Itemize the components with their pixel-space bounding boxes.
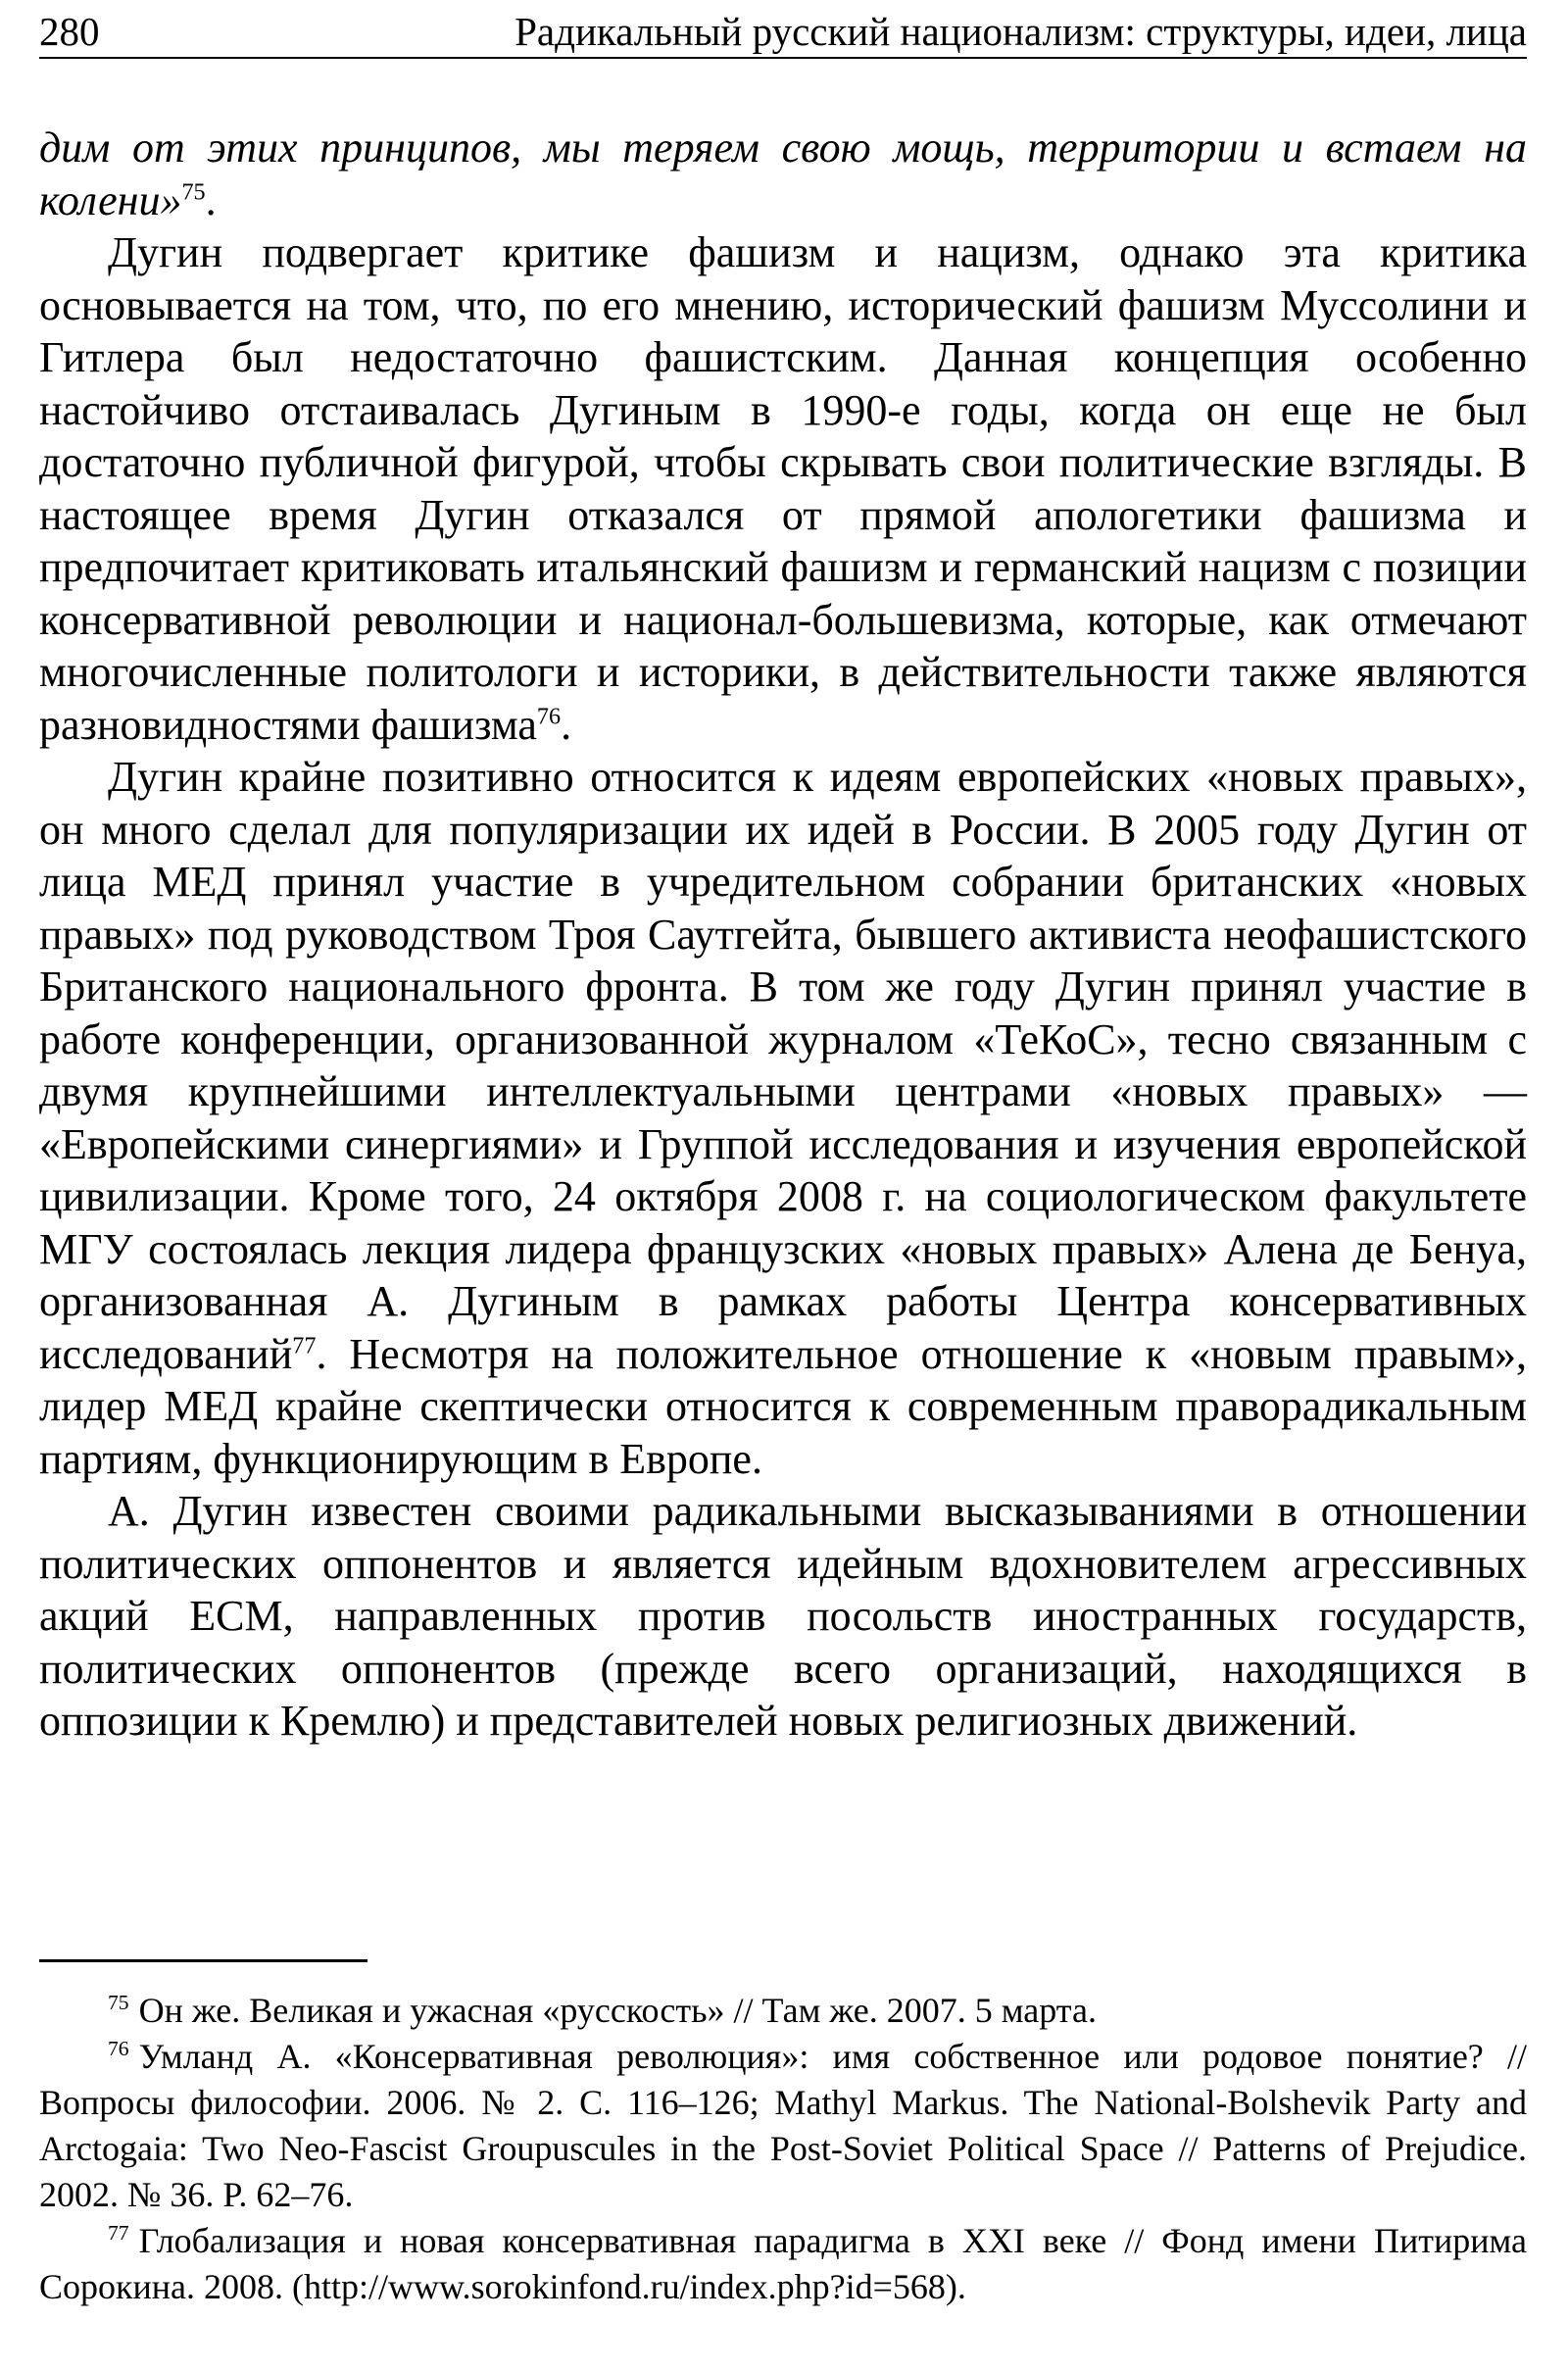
book-title: Радикальный русский национализм: структуры, идеи, лица <box>514 9 1527 54</box>
body-text <box>39 122 1527 1748</box>
footnote-separator <box>39 1959 368 1962</box>
footnote-ref-76: 76 <box>536 702 562 729</box>
paragraph-radical-statements <box>39 1485 1527 1748</box>
footnote-number: 77 <box>108 2221 129 2245</box>
paragraph-text: Дугин подвергает критике фашизм и нацизм, однако эта критика основывается на том, что, по его мнению, исторический фашизм Муссолини и Гитлера был недостаточно фашистским. Данная концепция особенно настойчиво отстаивалась Дугиным в 1990-е годы, когда он еще не был достаточно публичной фигурой, чтобы скрывать свои политические взгляды. В настоящее время Дугин отказался от прямой апологетики фашизма и предпочитает критиковать итальянский фашизм и германский нацизм с позиции консервативной революции и национал-большевизма, которые, как отмечают многочисленные политологи и историки, в действительности также являются разновидностями фашизма <box>39 228 1527 749</box>
paragraph-text-tail: . Несмотря на положительное отношение к «новым правым», лидер МЕД крайне скептически относится к современным праворадикальным партиям, функционирующим в Европе. <box>39 1329 1527 1483</box>
footnote-77 <box>39 2218 1527 2310</box>
paragraph-text: Дугин крайне позитивно относится к идеям европейских «новых правых», он много сделал для популяризации их идей в России. В 2005 году Дугин от лица МЕД принял участие в учредительном собрании британских «новых правых» под руководством Троя Саутгейта, бывшего активиста неофашистского Британского национального фронта. В том же году Дугин принял участие в работе конференции, организованной журналом «ТеКоС», тесно связанным с двумя крупнейшими интеллектуальными центрами «новых правых» — «Европейскими синергиями» и Группой исследования и изучения европейской цивилизации. Кроме того, 24 октября 2008 г. на социологическом факультете МГУ состоялась лекция лидера французских «новых правых» Алена де Бенуа, организованная А. Дугиным в рамках работы Центра консервативных исследований <box>39 753 1527 1378</box>
footnote-ref-77: 77 <box>292 1331 317 1358</box>
quote-text: дим от этих принципов, мы теряем свою мощь, территории и встаем на колени» <box>39 123 1527 224</box>
paragraph-critique <box>39 226 1527 751</box>
footnote-text: Глобализация и новая консервативная парадигма в XXI веке // Фонд имени Питирима Сорокина. 2008. (http://www.sorokinfond.ru/index.php?id=568). <box>39 2221 1527 2306</box>
page-number: 280 <box>39 9 100 54</box>
paragraph-quote-continuation <box>39 122 1527 226</box>
footnote-number: 75 <box>108 1991 129 2014</box>
running-head <box>39 6 1527 59</box>
footnote-76 <box>39 2034 1527 2218</box>
footnote-text: Он же. Великая и ужасная «русскость» // Там же. 2007. 5 марта. <box>138 1991 1097 2030</box>
period: . <box>205 175 217 224</box>
footnote-number: 76 <box>108 2037 129 2060</box>
period: . <box>561 700 572 749</box>
footnote-ref-75: 75 <box>181 177 206 205</box>
footnotes <box>39 1988 1527 2310</box>
footnote-75 <box>39 1988 1527 2034</box>
paragraph-text: А. Дугин известен своими радикальными высказываниями в отношении политических оппонентов и является идейным вдохновителем агрессивных акций ЕСМ, направленных против посольств иностранных государств, политических оппонентов (прежде всего организаций, находящихся в оппозиции к Кремлю) и представителей новых религиозных движений. <box>39 1487 1527 1745</box>
paragraph-new-right <box>39 751 1527 1485</box>
footnote-text: Умланд А. «Консервативная революция»: имя собственное или родовое понятие? // Вопросы философии. 2006. № 2. С. 116–126; Mathyl Markus. The National-Bolshevik Party and Arctogaia: Two Neo-Fascist Groupuscules in the Post-Soviet Political Space // Patterns of Prejudice. 2002. № 36. P. 62–76. <box>39 2037 1527 2214</box>
